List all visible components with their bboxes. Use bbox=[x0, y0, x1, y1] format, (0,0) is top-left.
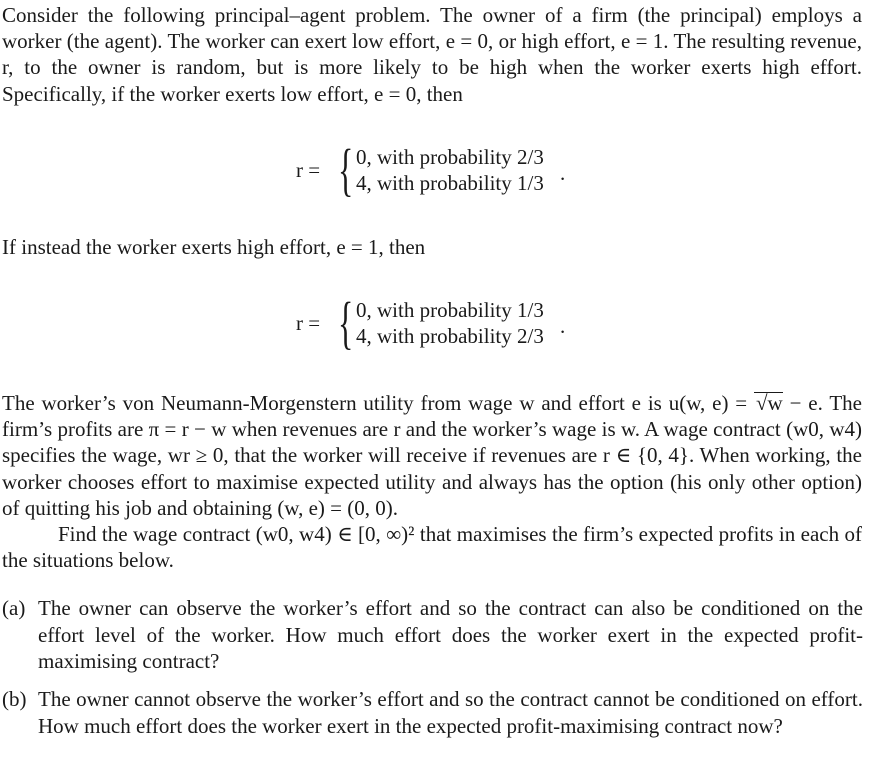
part-text: The owner cannot observe the worker’s effort and so the contract cannot be conditioned on effort. How much effort does the worker exert in the expected profit-maximising contract now? bbox=[38, 687, 863, 738]
task-paragraph: Find the wage contract (w0, w4) ∈ [0, ∞)² that maximises the firm’s expected profits in each of the situations below. bbox=[2, 522, 862, 573]
case-row: 0, with probability 1/3 bbox=[356, 298, 544, 322]
utility-text-before: The worker’s von Neumann-Morgenstern utility from wage w and effort e is u(w, e) = bbox=[2, 391, 755, 415]
utility-text-after: − e. The firm’s profits are π = r − w when revenues are r and the worker’s wage is w. A wage contract (w0, w4) specifies the wage, wr ≥ 0, that the worker will receive if revenues are r ∈ {0, 4}. When working, the worker chooses effort to maximise expected utility and always has the option (his only other option) of quitting his job and obtaining (w, e) = (0, 0). bbox=[2, 391, 862, 520]
case-row: 0, with probability 2/3 bbox=[356, 145, 544, 169]
left-brace: { bbox=[338, 137, 354, 202]
case-row: 4, with probability 1/3 bbox=[356, 171, 544, 195]
equation-lhs: r = bbox=[296, 311, 321, 335]
part-label: (b) bbox=[2, 687, 27, 711]
part-text: The owner can observe the worker’s effort and so the contract can also be conditioned on the effort level of the worker. How much effort does the worker exert in the expected profit-maximising contract? bbox=[38, 596, 863, 673]
equation-period: . bbox=[560, 314, 566, 338]
equation-cases bbox=[356, 144, 544, 196]
equation-period: . bbox=[560, 161, 566, 185]
part-b bbox=[2, 686, 862, 742]
revenue-equation-high-effort bbox=[296, 290, 596, 355]
square-root: √w bbox=[756, 391, 783, 415]
sqrt-argument: w bbox=[767, 391, 783, 415]
part-label: (a) bbox=[2, 596, 26, 620]
left-brace: { bbox=[338, 290, 354, 355]
mid-paragraph: If instead the worker exerts high effort, e = 1, then bbox=[2, 235, 426, 259]
intro-paragraph: Consider the following principal–agent problem. The owner of a firm (the principal) employs a worker (the agent). The worker can exert low effort, e = 0, or high effort, e = 1. The resulting revenue, r, to the owner is random, but is more likely to be high when the worker exerts high effort. Specifically, if the worker exerts low effort, e = 0, then bbox=[2, 3, 862, 106]
equation-lhs: r = bbox=[296, 158, 321, 182]
utility-paragraph bbox=[2, 390, 862, 521]
equation-cases bbox=[356, 297, 544, 349]
revenue-equation-low-effort bbox=[296, 137, 596, 202]
part-a bbox=[2, 595, 863, 673]
case-row: 4, with probability 2/3 bbox=[356, 324, 544, 348]
